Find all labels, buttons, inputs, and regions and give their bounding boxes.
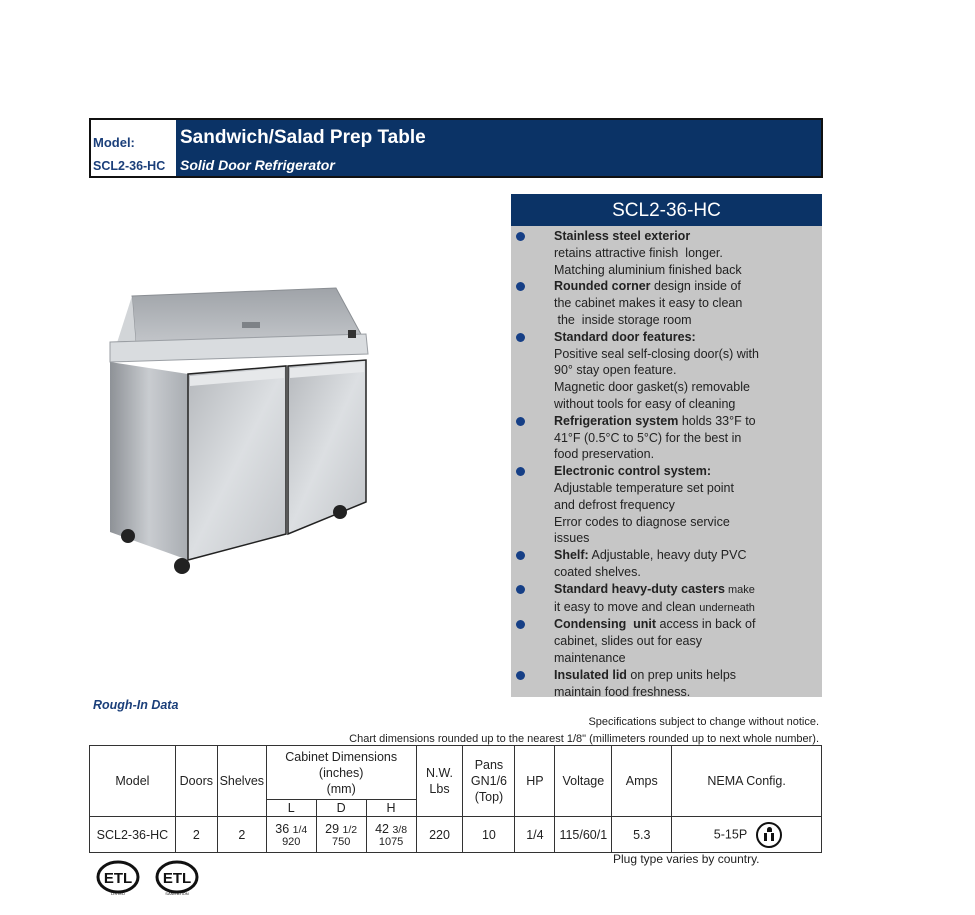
bullet-icon — [516, 551, 525, 560]
feature-text: and defrost frequency — [554, 497, 675, 512]
bullet-icon — [516, 620, 525, 629]
feature-heading: Shelf: — [554, 548, 589, 563]
feature-item — [511, 463, 822, 547]
nw-label: N.W. — [425, 766, 454, 780]
feature-text: the cabinet makes it easy to clean — [554, 296, 743, 311]
col-pans — [463, 746, 515, 817]
cell-net-weight: 220 — [416, 817, 463, 853]
svg-text:LISTED: LISTED — [110, 891, 126, 896]
length-mm: 920 — [282, 835, 301, 848]
height-fraction: 3/8 — [392, 823, 408, 836]
feature-item — [511, 278, 822, 328]
feature-text: design inside of — [650, 279, 741, 294]
features-panel-title: SCL2-36-HC — [511, 194, 822, 226]
bullet-icon — [516, 282, 525, 291]
nema-5-15-plug-icon — [756, 822, 782, 848]
feature-heading: Electronic control system: — [554, 464, 711, 479]
cell-shelves: 2 — [217, 817, 266, 853]
table-row — [90, 817, 822, 853]
col-model: Model — [90, 746, 176, 817]
product-title: Sandwich/Salad Prep Table — [180, 127, 426, 148]
col-nema: NEMA Config. — [672, 746, 822, 817]
feature-text: retains attractive finish longer. — [554, 245, 723, 260]
svg-text:ETL: ETL — [162, 870, 192, 887]
col-shelves: Shelves — [217, 746, 266, 817]
feature-text: Matching aluminium finished back — [554, 262, 742, 277]
cell-doors: 2 — [175, 817, 217, 853]
features-panel — [511, 194, 822, 697]
feature-heading: Standard heavy-duty casters — [554, 581, 725, 596]
bullet-icon — [516, 232, 525, 241]
rough-in-heading: Rough-In Data — [93, 698, 179, 712]
title-cell — [177, 120, 821, 176]
height-inches: 42 — [375, 821, 389, 836]
height-mm: 1075 — [378, 835, 404, 848]
cell-pans: 10 — [463, 817, 515, 853]
pans-size: GN1/6 — [470, 774, 508, 788]
feature-text: Adjustable temperature set point — [554, 480, 734, 495]
feature-heading: Rounded corner — [554, 279, 651, 294]
feature-text: Positive seal self-closing door(s) with — [554, 346, 759, 361]
feature-text: Error codes to diagnose service — [554, 514, 730, 529]
col-doors: Doors — [175, 746, 217, 817]
cell-voltage: 115/60/1 — [555, 817, 612, 853]
bullet-icon — [516, 585, 525, 594]
rounding-note: Chart dimensions rounded up to the nearest 1/8" (millimeters rounded up to next whole number). — [349, 733, 819, 745]
cell-height — [366, 817, 416, 853]
etl-sanitation-icon — [155, 860, 199, 896]
svg-text:ETL: ETL — [103, 870, 133, 887]
feature-text: underneath — [699, 601, 755, 614]
feature-heading: Standard door features: — [554, 329, 696, 344]
etl-listed-icon — [96, 860, 140, 896]
feature-item — [511, 667, 822, 701]
feature-text: food preservation. — [554, 447, 655, 462]
model-cell — [91, 120, 177, 176]
product-image — [104, 278, 374, 578]
bullet-icon — [516, 417, 525, 426]
col-height: H — [366, 800, 416, 817]
col-cabinet-dimensions — [266, 746, 416, 800]
bullet-icon — [516, 467, 525, 476]
feature-text: make — [724, 583, 755, 596]
feature-heading: Insulated lid — [554, 667, 627, 682]
depth-mm: 750 — [331, 835, 351, 848]
pans-label: Pans — [474, 758, 504, 772]
cell-hp: 1/4 — [515, 817, 555, 853]
dims-unit-mm: (mm) — [326, 781, 356, 796]
nema-value: 5-15P — [713, 826, 747, 841]
spec-change-note: Specifications subject to change without notice. — [588, 716, 819, 728]
bullet-icon — [516, 671, 525, 680]
depth-inches: 29 — [325, 821, 340, 836]
feature-text: it easy to move and clean — [554, 599, 700, 614]
cell-model: SCL2-36-HC — [90, 817, 176, 853]
feature-text: Magnetic door gasket(s) removable — [554, 380, 750, 395]
model-number: SCL2-36-HC — [93, 159, 166, 173]
col-depth: D — [316, 800, 366, 817]
feature-item — [511, 616, 822, 666]
product-subtitle: Solid Door Refrigerator — [180, 157, 335, 173]
pans-location: (Top) — [474, 790, 504, 804]
cell-depth — [316, 817, 366, 853]
feature-text: 90° stay open feature. — [554, 363, 677, 378]
depth-fraction: 1/2 — [342, 823, 358, 836]
feature-item — [511, 228, 822, 278]
feature-text: issues — [554, 531, 590, 546]
feature-text: without tools for easy of cleaning — [554, 396, 736, 411]
col-voltage: Voltage — [555, 746, 612, 817]
length-inches: 36 — [275, 821, 290, 836]
cell-amps: 5.3 — [612, 817, 672, 853]
feature-heading: Condensing unit — [554, 617, 657, 632]
feature-text: maintenance — [554, 650, 626, 665]
plug-note: Plug type varies by country. — [613, 852, 760, 866]
document-header — [89, 118, 823, 178]
bullet-icon — [516, 333, 525, 342]
feature-text: cabinet, slides out for easy — [554, 634, 702, 649]
cell-length — [266, 817, 316, 853]
table-header-row — [90, 746, 822, 800]
feature-text: coated shelves. — [554, 564, 641, 579]
feature-item — [511, 413, 822, 463]
feature-heading: Refrigeration system — [554, 413, 679, 428]
feature-text: 41°F (0.5°C to 5°C) for the best in — [554, 430, 742, 445]
col-net-weight — [416, 746, 463, 817]
length-fraction: 1/4 — [292, 823, 308, 836]
feature-text: holds 33°F to — [678, 413, 756, 428]
cell-nema — [672, 817, 822, 853]
col-length: L — [266, 800, 316, 817]
prep-table-illustration — [104, 278, 374, 578]
model-label: Model: — [93, 135, 135, 150]
feature-item — [511, 581, 822, 617]
feature-text: the inside storage room — [554, 312, 692, 327]
feature-heading: Stainless steel exterior — [554, 229, 691, 243]
col-hp: HP — [515, 746, 555, 817]
col-amps: Amps — [612, 746, 672, 817]
dims-heading: Cabinet Dimensions — [285, 749, 398, 764]
rough-in-table — [89, 745, 822, 853]
feature-text: on prep units helps — [626, 667, 737, 682]
features-list — [511, 226, 822, 700]
svg-text:SANITATION: SANITATION — [165, 891, 189, 896]
feature-text: Adjustable, heavy duty PVC — [588, 548, 747, 563]
feature-text: access in back of — [656, 617, 756, 632]
dims-unit-inches: (inches) — [318, 765, 364, 780]
feature-item — [511, 329, 822, 413]
feature-text: maintain food freshness. — [554, 684, 691, 699]
feature-item — [511, 547, 822, 581]
nw-unit: Lbs — [429, 782, 450, 796]
